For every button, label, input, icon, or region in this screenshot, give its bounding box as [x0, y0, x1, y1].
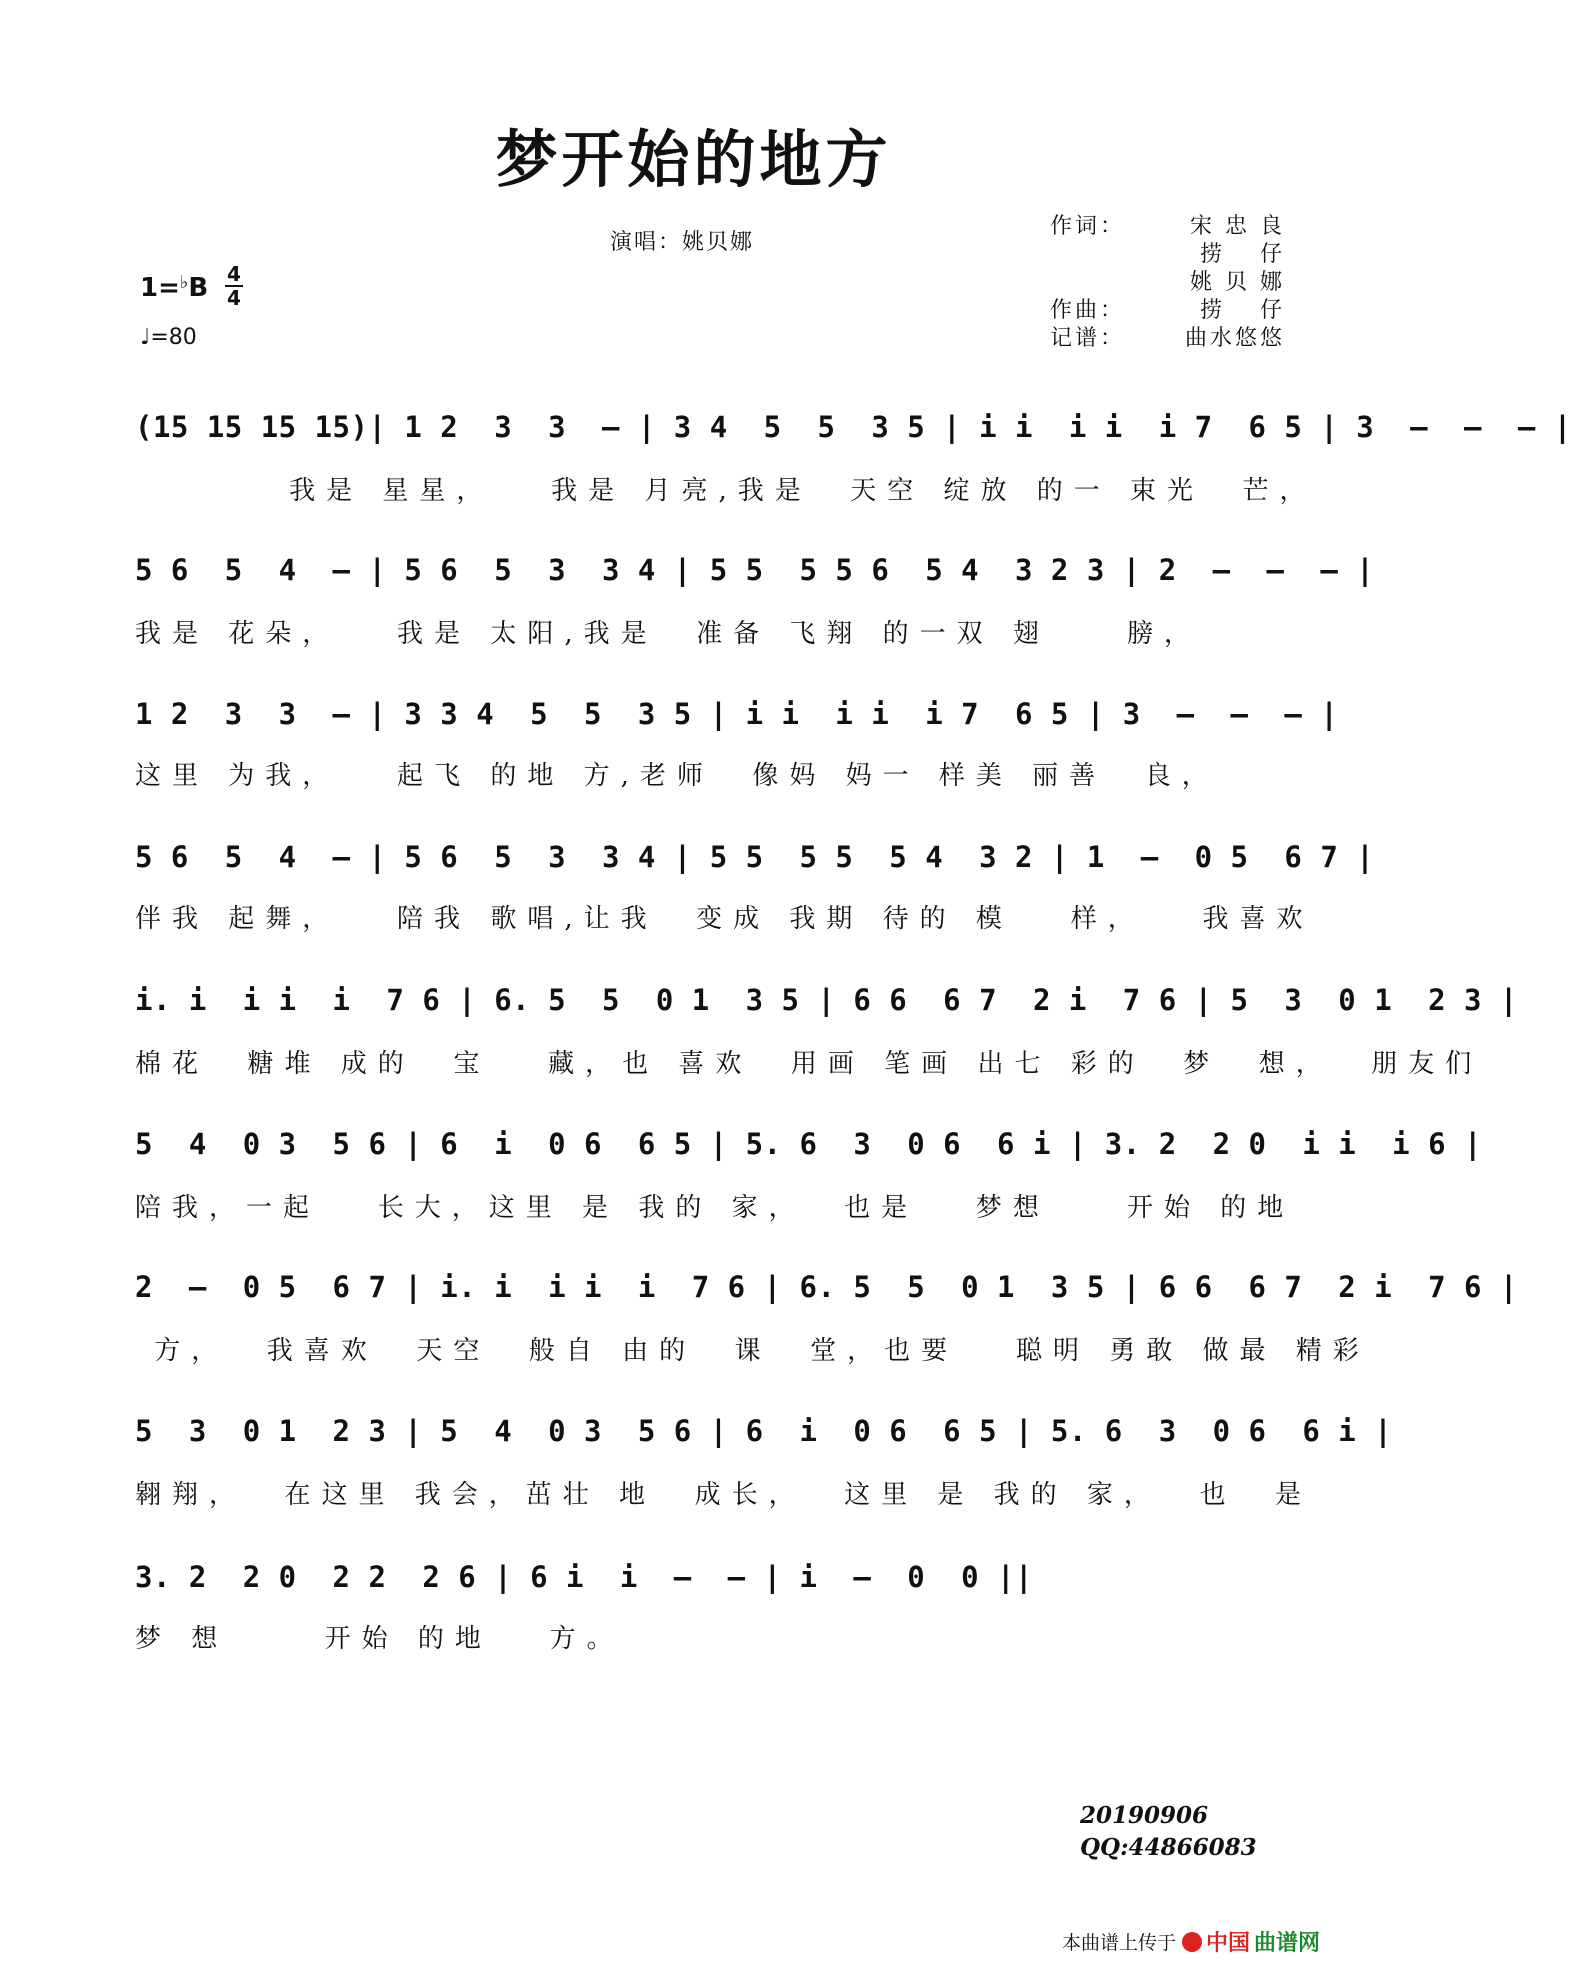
- score-line-6-lyrics: 陪我，一起 长大，这里 是 我的 家， 也是 梦想 开始 的地: [135, 1193, 1295, 1223]
- lyricist-row-2: [1050, 241, 1285, 269]
- site-logo[interactable]: [1182, 1926, 1320, 1957]
- footer-uploaded-text: 本曲谱上传于: [1062, 1932, 1177, 1954]
- date-text: 20190906: [1080, 1802, 1209, 1829]
- qq-text: QQ:44866083: [1080, 1834, 1257, 1861]
- time-signature: [225, 263, 243, 309]
- score-line-3-lyrics: 这里 为我， 起飞 的地 方,老师 像妈 妈一 样美 丽善 良，: [135, 761, 1219, 791]
- date-stamp: [1080, 1800, 1257, 1864]
- site-logo-icon: [1182, 1932, 1202, 1952]
- score-line-7-notes: 2 – 0 5 6 7 | i. i i i i 7 6 | 6. 5 5 0 1 3 5 | 6 6 6 7 2 i 7 6 |: [135, 1270, 1518, 1304]
- score-line-9-lyrics: 梦 想 开始 的地 方。: [135, 1624, 624, 1654]
- lyricist-label: 作词：: [1050, 214, 1126, 239]
- lyricist-name-1: 宋 忠 良: [1190, 214, 1285, 239]
- score-line-8-notes: 5 3 0 1 2 3 | 5 4 0 3 5 6 | 6 i 0 6 6 5 | 5. 6 3 0 6 6 i |: [135, 1414, 1393, 1448]
- composer-label: 作曲：: [1050, 298, 1126, 323]
- credits-block: [1050, 213, 1285, 353]
- transcriber-name: 曲水悠悠: [1184, 326, 1285, 351]
- composer-name: 捞 仔: [1200, 298, 1285, 323]
- transcriber-row: [1050, 325, 1285, 353]
- score-line-5-lyrics: 棉花 糖堆 成的 宝 藏，也 喜欢 用画 笔画 出七 彩的 梦 想， 朋友们: [135, 1049, 1483, 1079]
- score-line-5-notes: i. i i i i 7 6 | 6. 5 5 0 1 3 5 | 6 6 6 7 2 i 7 6 | 5 3 0 1 2 3 |: [135, 983, 1518, 1017]
- singer-credit: 演唱：姚贝娜: [610, 230, 755, 255]
- score-line-4-notes: 5 6 5 4 – | 5 6 5 3 3 4 | 5 5 5 5 5 4 3 2 | 1 – 0 5 6 7 |: [135, 840, 1375, 874]
- lyricist-name-3: 姚 贝 娜: [1190, 270, 1285, 295]
- score-line-4-lyrics: 伴我 起舞， 陪我 歌唱,让我 变成 我期 待的 模 样， 我喜欢: [135, 904, 1314, 934]
- score-line-2-notes: 5 6 5 4 – | 5 6 5 3 3 4 | 5 5 5 5 6 5 4 3 2 3 | 2 – – – |: [135, 553, 1375, 587]
- lyricist-name-2: 捞 仔: [1200, 242, 1285, 267]
- lyricist-row-3: [1050, 269, 1285, 297]
- score-line-8-lyrics: 翱翔， 在这里 我会，茁壮 地 成长， 这里 是 我的 家， 也 是: [135, 1480, 1312, 1510]
- score-line-1-lyrics: 我是 星星， 我是 月亮,我是 天空 绽放 的一 束光 芒，: [135, 476, 1317, 506]
- lyricist-row: [1050, 213, 1285, 241]
- score-line-3-notes: 1 2 3 3 – | 3 3 4 5 5 3 5 | i i i i i 7 6 5 | 3 – – – |: [135, 697, 1339, 731]
- score-line-2-lyrics: 我是 花朵， 我是 太阳,我是 准备 飞翔 的一双 翅 膀，: [135, 619, 1201, 649]
- time-signature-bottom: 4: [227, 286, 241, 310]
- composer-row: [1050, 297, 1285, 325]
- flat-icon: ♭: [179, 272, 189, 293]
- site-name-b: 曲谱网: [1254, 1931, 1321, 1956]
- footer-source: [1062, 1926, 1320, 1957]
- score-line-7-lyrics: 方， 我喜欢 天空 般自 由的 课 堂，也要 聪明 勇敢 做最 精彩: [135, 1336, 1370, 1366]
- key-note: B: [188, 273, 209, 303]
- transcriber-label: 记谱：: [1050, 326, 1126, 351]
- score-line-6-notes: 5 4 0 3 5 6 | 6 i 0 6 6 5 | 5. 6 3 0 6 6 i | 3. 2 2 0 i i i 6 |: [135, 1127, 1482, 1161]
- score-line-9-notes: 3. 2 2 0 2 2 2 6 | 6 i i – – | i – 0 0 ||: [135, 1560, 1033, 1594]
- tempo-marking: ♩=80: [140, 325, 197, 350]
- key-signature: [140, 272, 208, 303]
- page-title: 梦开始的地方: [495, 123, 892, 196]
- site-name-a: 中国: [1206, 1931, 1251, 1956]
- time-signature-top: 4: [227, 262, 241, 286]
- key-prefix: 1=: [140, 273, 180, 303]
- score-line-1-notes: (15 15 15 15)| 1 2 3 3 – | 3 4 5 5 3 5 | i i i i i 7 6 5 | 3 – – – |: [135, 410, 1572, 444]
